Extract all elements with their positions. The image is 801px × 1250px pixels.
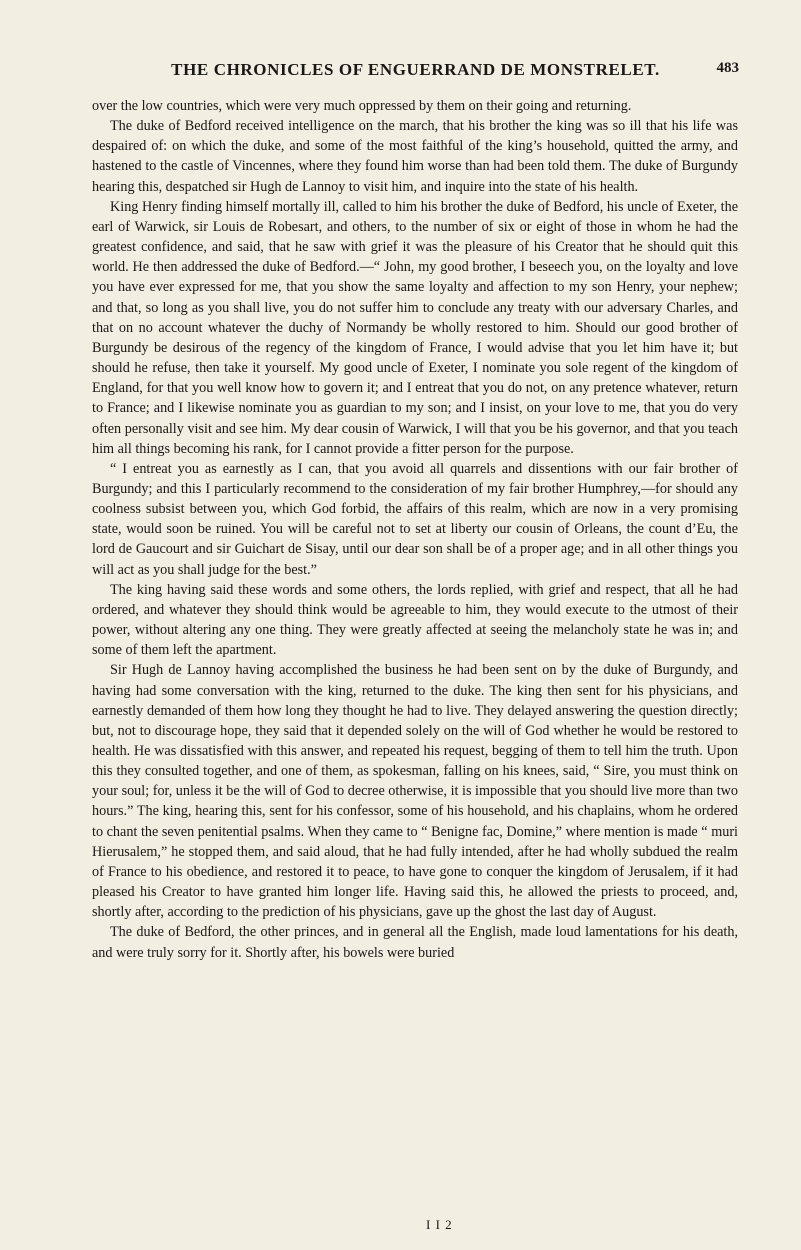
paragraph-bedford-intelligence: The duke of Bedford received intelligence on the march, that his brother the king was so ill that his life was despaired of: on which the duke, and some of the most faithful of the king’s household, quitted the army, and hastened to the castle of Vincennes, where they found him worse than had been told them. The duke of Burgundy hearing this, despatched sir Hugh de Lannoy to visit him, and inquire into the state of his health. bbox=[92, 118, 738, 195]
signature-mark: I I 2 bbox=[426, 1217, 453, 1232]
paragraph-entreaty: “ I entreat you as earnestly as I can, that you avoid all quarrels and dissentions with our fair brother of Burgundy; and this I particularly recommend to the consideration of my fair brother Humphrey,—for should any coolness subsist between you, which God forbid, the affairs of this realm, which are now in a very promising state, would soon be ruined. You will be careful not to set at liberty our cousin of Orleans, the count d’Eu, the lord de Gaucourt and sir Guichart de Sisay, until our dear son shall be of a proper age; and in all other things you will act as you shall judge for the best.” bbox=[92, 460, 738, 578]
running-head bbox=[92, 60, 739, 82]
paragraph-lords-reply: The king having said these words and some others, the lords replied, with grief and respect, that all he had ordered, and whatever they should think would be agreeable to him, they would execute to the utmost of their power, without altering any one thing. They were greatly affected at seeing the melancholy state he was in; and some of them left the apartment. bbox=[92, 581, 738, 659]
paragraph-physicians: Sir Hugh de Lannoy having accomplished the business he had been sent on by the duke of Burgundy, and having had some conversation with the king, returned to the duke. The king then sent for his physicians, and earnestly demanded of them how long they thought he had to live. They delayed answering the question directly; but, not to discourage hope, they said that it depended solely on the will of God whether he would be restored to health. He was dissatisfied with this answer, and repeated his request, begging of them to tell him the truth. Upon this they consulted together, and one of them, as spokesman, falling on his knees, said, “ Sire, you must think on your soul; for, unless it be the will of God to decree otherwise, it is impossible that you should live more than two hours.” The king, hearing this, sent for his confessor, some of his household, and his chaplains, whom he ordered to chant the seven penitential psalms. When they came to “ Benigne fac, Domine,” where mention is made “ muri Hierusalem,” he stopped them, and said aloud, that he had fully intended, after he had wholly subdued the realm of France to his obedience, and restored it to peace, to have gone to conquer the kingdom of Jerusalem, if it had pleased his Creator to have granted him longer life. Having said this, he allowed the priests to proceed, and, shortly after, according to the prediction of his physicians, gave up the ghost the last day of August. bbox=[92, 662, 738, 921]
page-number: 483 bbox=[716, 60, 739, 76]
running-title: THE CHRONICLES OF ENGUERRAND DE MONSTRELET. bbox=[171, 60, 660, 79]
paragraph-lamentations: The duke of Bedford, the other princes, and in general all the English, made loud lamentations for his death, and were truly sorry for it. Shortly after, his bowels were buried bbox=[92, 924, 738, 961]
body-text bbox=[92, 96, 738, 963]
paragraph-king-henry-speech: King Henry finding himself mortally ill, called to him his brother the duke of Bedford, his uncle of Exeter, the earl of Warwick, sir Louis de Robesart, and others, to the number of six or eight of those in whom he had the greatest confidence, and said, that he saw with grief it was the pleasure of his Creator that he should quit this world. He then addressed the duke of Bedford.—“ John, my good brother, I beseech you, on the loyalty and love you have ever expressed for me, that you show the same loyalty and affection to my son Henry, your nephew; and that, so long as you shall live, you do not suffer him to conclude any treaty with our adversary Charles, and that on no account whatever the duchy of Normandy be wholly restored to him. Should our good brother of Burgundy be desirous of the regency of the kingdom of France, I would advise that you let him have it; but should he refuse, then take it yourself. My good uncle of Exeter, I nominate you sole regent of the kingdom of England, for that you well know how to govern it; and I entreat that you do not, on any pretence whatever, return to France; and I likewise nominate you as guardian to my son; and I insist, on your love to me, that you do very often personally visit and see him. My dear cousin of Warwick, I will that you be his governor, and that you teach him all things becoming his rank, for I cannot provide a fitter person for the purpose. bbox=[92, 198, 738, 457]
paragraph-continued: over the low countries, which were very much oppressed by them on their going and returning. bbox=[92, 98, 632, 114]
